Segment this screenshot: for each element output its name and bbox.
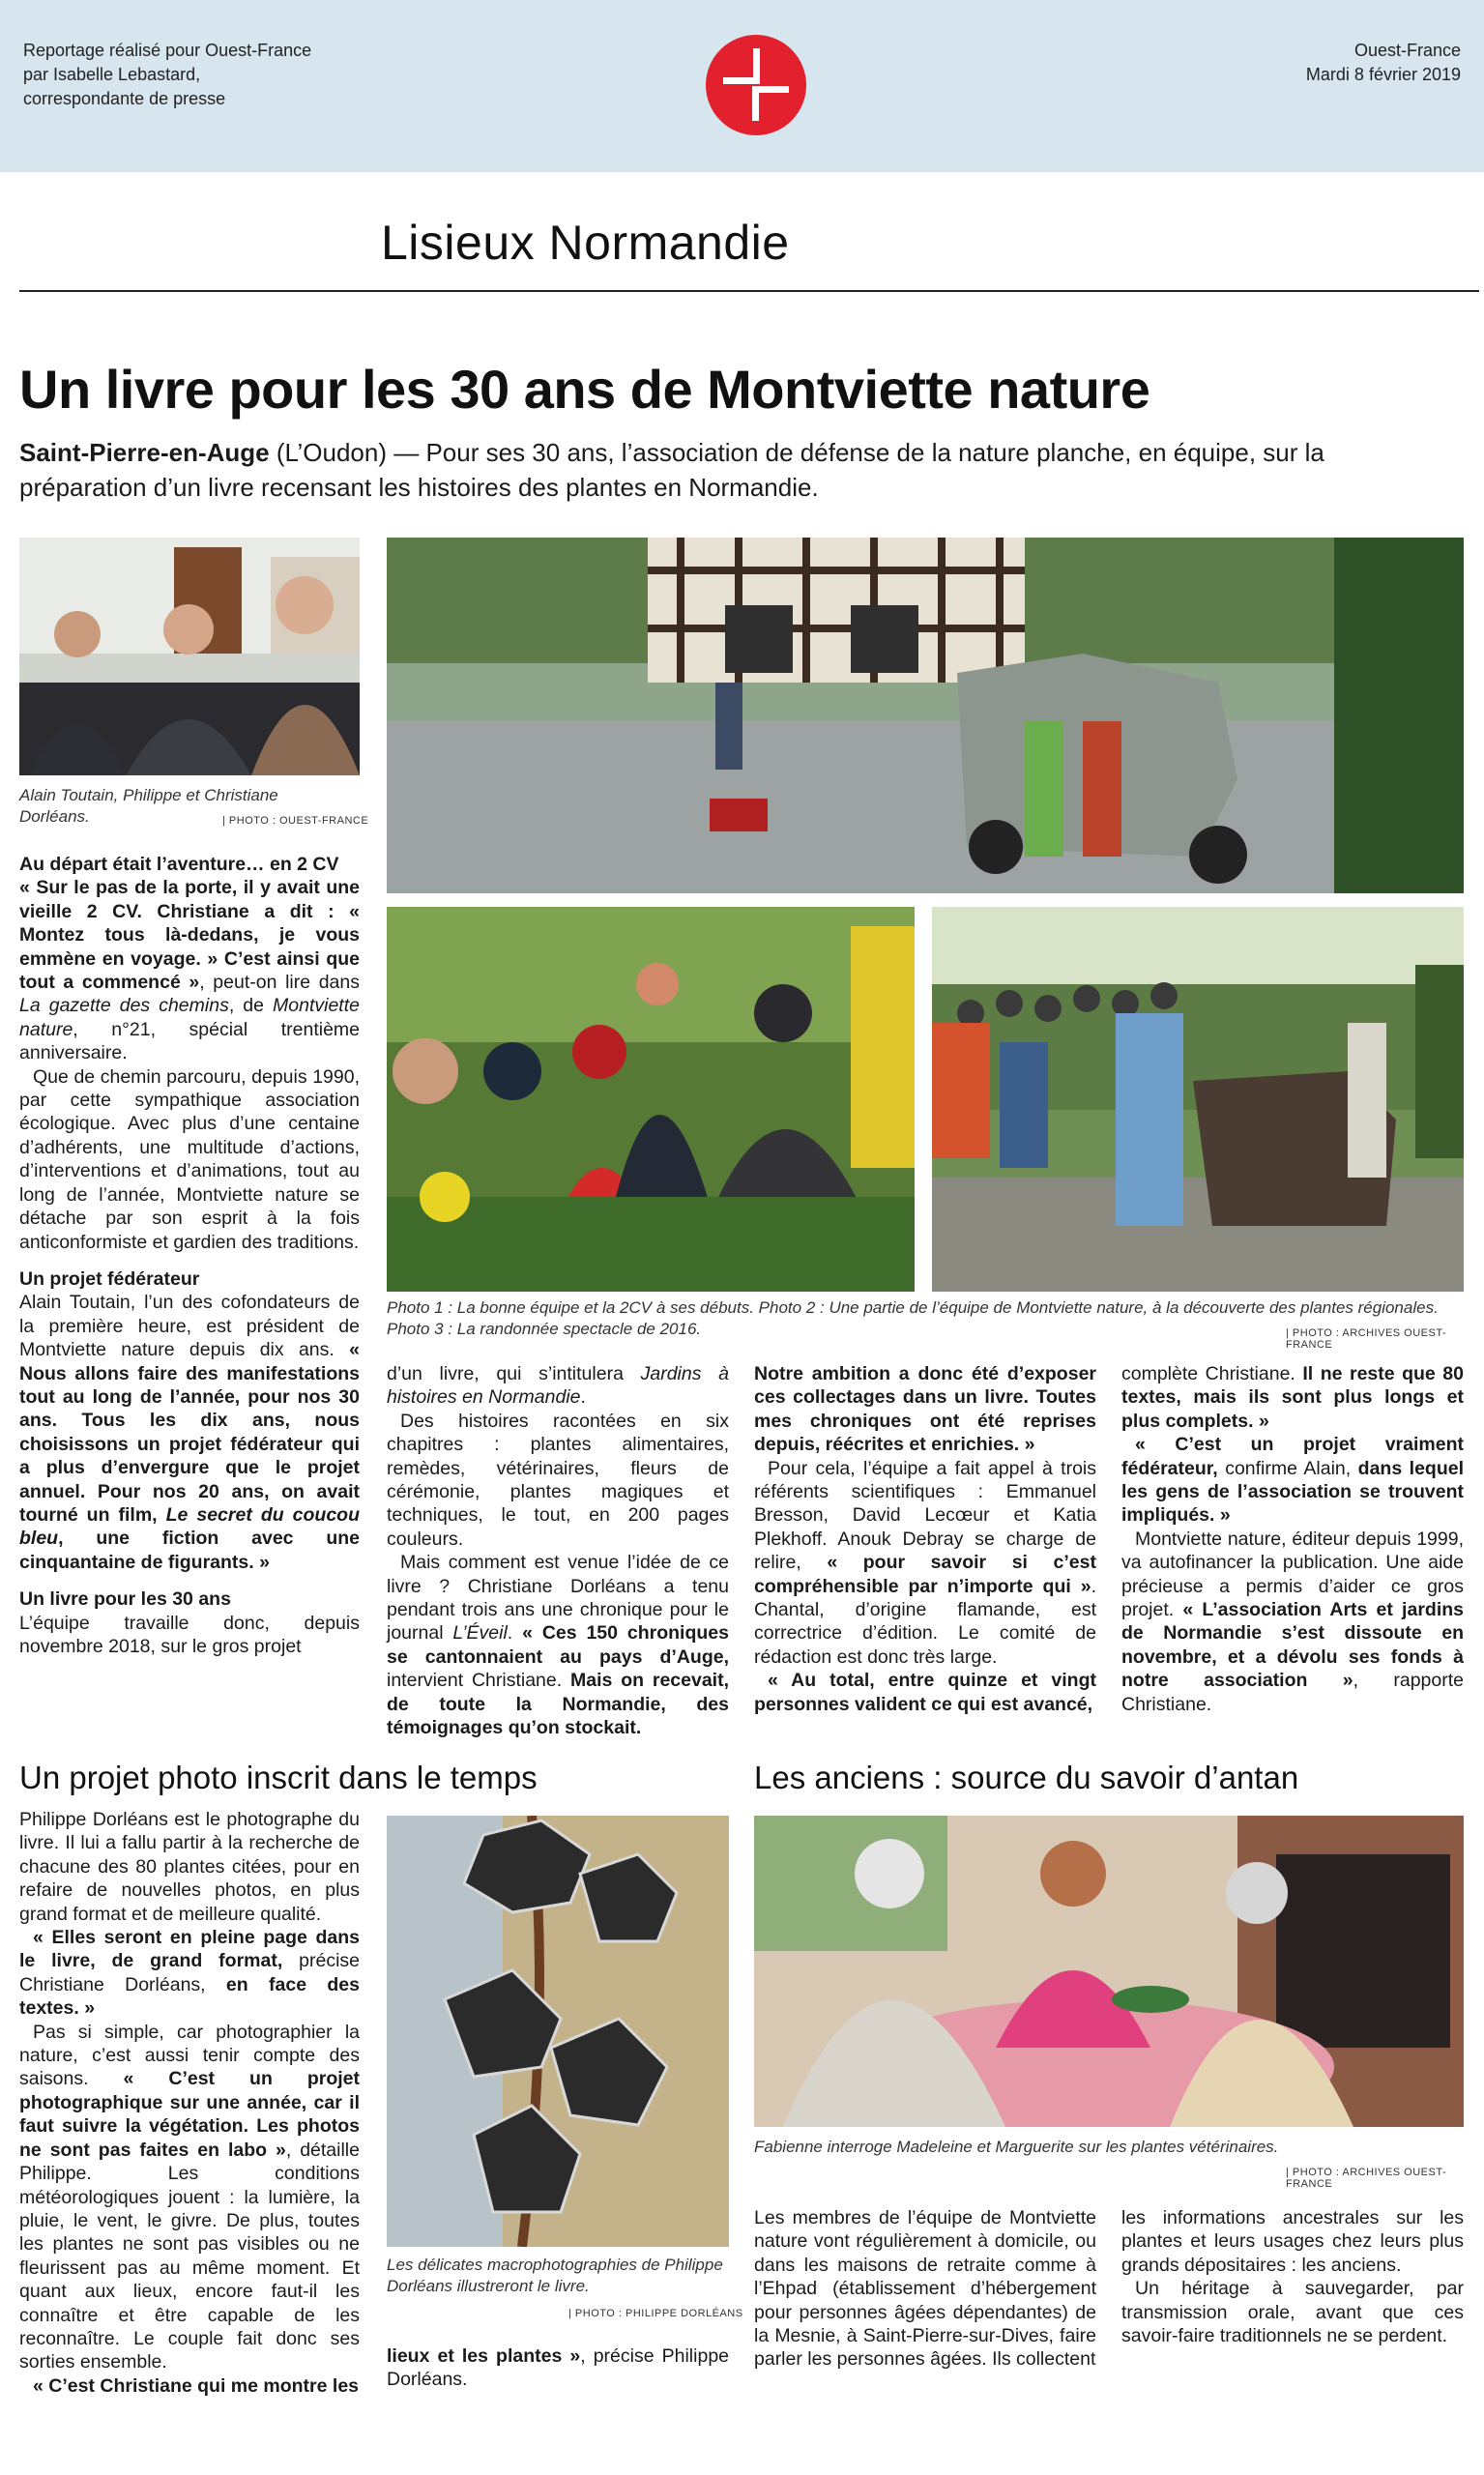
photo-team-plants [387,907,915,1292]
headline: Un livre pour les 30 ans de Montviette nature [19,359,1150,420]
text: , précise Philippe Dorléans. [387,2345,730,2391]
subhead-livre: Un livre pour les 30 ans [19,1588,231,1611]
col1-paragraph-1 [19,876,360,1064]
sec3-column-a [754,2206,1096,2372]
portrait-credit: | PHOTO : OUEST-FRANCE [222,815,369,827]
subhead-federateur: Un projet fédérateur [19,1267,200,1290]
photo-donkey-walk [932,907,1464,1292]
subhead-adventure: Au départ était l’aventure… en 2 CV [19,854,339,875]
col2-paragraph-3 [387,1551,729,1739]
publication-info [1306,39,1461,87]
lead-text: Pour ses 30 ans, l’association de défense de la nature planche, en équipe, sur la préparation d’un livre recensant les histoires des plantes en Normandie. [19,438,1324,502]
sec2-continuation [387,2344,729,2392]
col3-paragraph-1: Notre ambition a donc été d’exposer ces collectages dans un livre. Toutes mes chroniques ont été reprises depuis, réécrites et enrichies. » [754,1363,1096,1456]
elders-photo [754,1816,1464,2127]
credit-line-2: par Isabelle Lebastard, [23,65,201,84]
article-column-1 [19,853,360,1658]
quote-alain-end: , une fiction avec une cinquantaine de figurants. » [19,1528,360,1573]
ivy-photo-caption: Les délicates macrophotographies de Philippe Dorléans illustreront le livre. [387,2256,723,2295]
sec2-continuation-text [387,2344,729,2392]
sec2-paragraph-2 [19,1926,360,2021]
text: complète Christiane. [1121,1363,1303,1384]
text: , peut-on lire dans [199,972,360,994]
sec2-heading: Un projet photo inscrit dans le temps [19,1760,538,1795]
col1-paragraph-3 [19,1291,360,1574]
lead-place: Saint-Pierre-en-Auge [19,438,270,467]
section-rule [19,290,1479,292]
portrait-photo [19,538,360,775]
film-title: Le secret du coucou bleu [19,1503,360,1550]
text: . [580,1386,586,1409]
quote-federateur-end: dans lequel les gens de l’association se trouvent impliqués. » [1121,1457,1465,1527]
journal-title: L’Éveil [452,1622,508,1645]
gazette-title: La gazette des chemins [19,995,229,1017]
ivy-macro-photo [387,1816,729,2247]
ivy-photo-credit: | PHOTO : PHILIPPE DORLÉANS [568,2308,743,2319]
text: Pas si simple, car photographier la nature, c’est aussi tenir compte des saisons. [19,2021,360,2090]
quote-lieux: lieux et les plantes » [387,2345,581,2367]
sec3-column-b [1121,2206,1464,2347]
col3-paragraph-3: « Au total, entre quinze et vingt personnes valident ce qui est avancé, [754,1670,1096,1715]
text: précise Christiane Dorléans, [19,1950,360,1995]
ouest-france-logo [706,35,806,135]
col1-paragraph-2: Que de chemin parcouru, depuis 1990, par cette sympathique association écologique. Avec plus d’une centaine d’adhérents, une multitude d’actions, d’interventions et d’animations, tout au long de l’année, Montviette nature se détache par son esprit à la fois anticonformiste et gardien des traditions. [19,1065,360,1253]
lead-place-detail: (L’Oudon) — [269,438,426,467]
publication-date: Mardi 8 février 2019 [1305,65,1461,84]
sec2-paragraph-3 [19,2021,360,2374]
quote-federateur: « C’est un projet vraiment fédérateur, [1121,1434,1464,1479]
text: intervient Christiane. [387,1670,571,1692]
sec2-paragraph-1: Philippe Dorléans est le photographe du livre. Il lui a fallu partir à la recherche de chacune des 80 plantes citées, pour en refaire de nouvelles photos, en plus grand format et de meilleure qualité. [19,1809,360,1925]
article-column-4 [1121,1362,1464,1716]
header-band [0,0,1484,172]
book-title: Jardins à histoires en Normandie [387,1363,730,1409]
text: . [507,1622,523,1645]
text: , n°21, spécial trentième anniversaire. [19,1018,360,1064]
col4-paragraph-1 [1121,1362,1464,1433]
quote-textes: Il ne reste que 80 textes, mais ils sont plus longs et plus complets. » [1121,1363,1464,1432]
col4-paragraph-2 [1121,1433,1464,1528]
photos-group-caption: Photo 1 : La bonne équipe et la 2CV à ses débuts. Photo 2 : Une partie de l’équipe de Montviette nature, à la découverte des plantes régionales. Photo 3 : La randonnée spectacle de 2016. [387,1298,1439,1338]
text: Alain Toutain, l’un des cofondateurs de la première heure, est président de Montviette nature depuis dix ans. [19,1292,360,1361]
col2-paragraph-2: Des histoires racontées en six chapitres : plantes alimentaires, remèdes, vétérinaires, fleurs de cérémonie, plantes magiques et techniques, le tout, en 200 pages couleurs. [387,1410,729,1550]
portrait-caption: Alain Toutain, Philippe et Christiane Dorléans. [19,786,278,826]
col4-paragraph-3 [1121,1528,1464,1716]
photos-group-credit: | PHOTO : ARCHIVES OUEST-FRANCE [1286,1327,1447,1351]
sec2-paragraph-4: « C’est Christiane qui me montre les [33,2374,360,2397]
reporter-credit [23,39,311,111]
text: Pour cela, l’équipe a fait appel à trois référents scientifiques : Emmanuel Bresson, David Lecœur et Katia Plekhoff. Anouk Debray se charge de relire, [754,1457,1096,1574]
elders-photo-credit: | PHOTO : ARCHIVES OUEST-FRANCE [1286,2167,1447,2190]
quote-christiane-2: Mais on recevait, de toute la Normandie, des témoignages qu’on stockait. [387,1670,730,1739]
section-title: Lisieux Normandie [381,216,790,270]
sec2-column [19,1808,360,2398]
text: . Chantal, d’origine flamande, est correctrice d’édition. Le comité de rédaction est donc très large. [754,1575,1096,1668]
article-column-2 [387,1362,729,1740]
photo-2cv-house [387,538,1464,893]
text: , rapporte Christiane. [1121,1670,1464,1715]
sec3-paragraph-b2: Un héritage à sauvegarder, par transmission orale, avant que ces savoir-faire traditionnels ne se perdent. [1121,2278,1464,2347]
col1-paragraph-4: L’équipe travaille donc, depuis novembre 2018, sur le gros projet [19,1612,360,1657]
sec3-paragraph-a: Les membres de l’équipe de Montviette nature vont régulièrement à domicile, ou dans les maisons de retraite comme à l’Ehpad (établissement d’hébergement pour personnes âgées dépendantes) de la Mesnie, à Saint-Pierre-sur-Dives, faire parler les personnes âgées. Ils collectent [754,2207,1096,2371]
quote-relire: « pour savoir si c’est compréhensible par n’importe qui » [754,1552,1096,1597]
quote-pleine-page: « Elles seront en pleine page dans le livre, de grand format, [19,1927,360,1972]
quote-arts-jardins: « L’association Arts et jardins de Normandie s’est dissoute en novembre, et a dévolu ses fonds à notre association » [1121,1599,1464,1692]
credit-line-3: correspondante de presse [23,89,226,108]
col2-paragraph-1 [387,1362,729,1410]
credit-line-1: Reportage réalisé pour Ouest-France [23,41,312,60]
association-name: Montviette nature [19,995,360,1040]
text: confirme Alain, [1217,1457,1358,1479]
quote-2cv: « Sur le pas de la porte, il y avait une vieille 2 CV. Christiane a dit : « Montez tous là-dedans, je vous emmène en voyage. » C’est ainsi que tout a commencé » [19,877,360,994]
quote-pleine-page-end: en face des textes. » [19,1973,360,2020]
lead-paragraph [19,435,1450,505]
elders-photo-caption: Fabienne interroge Madeleine et Marguerite sur les plantes vétérinaires. [754,2138,1279,2156]
text: Montviette nature, éditeur depuis 1999, va autofinancer la publication. Une aide précieuse a permis d’aider ce gros projet. [1121,1528,1464,1621]
article-column-3 [754,1362,1096,1716]
sec3-paragraph-b1: les informations ancestrales sur les plantes et leurs usages chez leurs plus grands dépositaires : les anciens. [1121,2207,1464,2276]
text: Mais comment est venue l’idée de ce livre ? Christiane Dorléans a tenu pendant trois ans une chronique pour le journal [387,1552,729,1645]
newspaper-name: Ouest-France [1353,41,1461,60]
quote-photographique: « C’est un projet photographique sur une année, car il faut suivre la végétation. Les photos ne sont pas faites en labo » [19,2068,361,2161]
text: d’un livre, qui s’intitulera [387,1363,641,1384]
text: , de [228,995,274,1017]
quote-alain: « Nous allons faire des manifestations tout au long de l’année, pour nos 30 ans. Tous les dix ans, nous choisissons un projet fédérateur qui a plus d’envergure que le projet annuel. Pour nos 20 ans, on avait tourné un film, [19,1339,360,1526]
sec3-heading: Les anciens : source du savoir d’antan [754,1760,1299,1795]
col3-paragraph-2 [754,1457,1096,1670]
text: , détaille Philippe. Les conditions météorologiques jouent : la lumière, la pluie, le vent, le givre. De plus, toutes les plantes ne sont pas visibles ou ne fleurissent pas au même moment. Et quant aux lieux, encore faut-il les connaître et être capable de les reconnaître. Le couple fait donc ses sorties ensemble. [19,2139,360,2373]
quote-christiane: « Ces 150 chroniques se cantonnaient au pays d’Auge, [387,1622,729,1668]
